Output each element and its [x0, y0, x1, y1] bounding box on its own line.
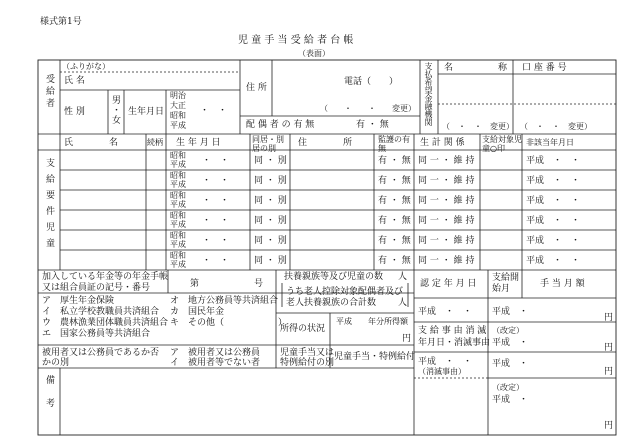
child-address-header: 住 所: [298, 138, 353, 148]
era-meiji: 明治: [170, 91, 186, 100]
bank-change: （ ・ ・ 変更）: [442, 122, 514, 131]
approval-date-value: 平成 ・ ・: [418, 307, 473, 317]
children-section-label: 支給要件児童: [44, 158, 54, 254]
revision-3-value: 平成 ・: [492, 395, 529, 405]
pension-item-e: エ 国家公務員等共済組合: [42, 329, 151, 339]
child-cohabit-value: 同 ・ 別: [254, 176, 287, 186]
child-disq-value: 平成 ・ ・: [526, 216, 581, 226]
furigana-label: （ふりがな）: [62, 62, 110, 71]
child-era-showa: 昭和: [170, 251, 186, 260]
pension-item-ki: キ その他（ ）: [170, 318, 288, 328]
extinct-reason-2: 年月日・消滅事由: [418, 338, 491, 348]
payment-section-label: 支払希望金融機関: [424, 62, 433, 126]
child-name-header: 氏 名: [64, 138, 119, 148]
child-custody-value: 有 ・ 無: [378, 196, 411, 206]
employee-label-1: 被用者又は公務員であるか否: [42, 348, 160, 358]
child-era-showa: 昭和: [170, 231, 186, 240]
child-disq-value: 平成 ・ ・: [526, 236, 581, 246]
child-livelihood-value: 同 一 ・ 維 持: [418, 256, 475, 266]
approval-date-header: 認 定 年 月 日: [420, 279, 477, 289]
bank-name-header: 名 称: [444, 63, 508, 73]
child-custody-value: 有 ・ 無: [378, 256, 411, 266]
child-birth-dots: ・ ・: [202, 196, 230, 206]
child-era-showa: 昭和: [170, 151, 186, 160]
revision-3: （改定）: [492, 383, 524, 392]
child-cohabit-value: 同 ・ 別: [254, 256, 287, 266]
special-label-1: 児童手当又は: [280, 348, 335, 358]
form-subtitle: （表面）: [298, 49, 330, 58]
child-era-heisei: 平成: [170, 240, 186, 249]
child-disq-value: 平成 ・ ・: [526, 176, 581, 186]
gender-label: 性 別: [64, 107, 85, 117]
era-showa: 昭和: [170, 111, 186, 120]
pension-item-o: オ 地方公務員等共済組合: [170, 296, 279, 306]
child-cohabit-value: 同 ・ 別: [254, 216, 287, 226]
special-value[interactable]: 児童手当・特例給付: [334, 352, 416, 362]
address-change: （ ・ ・ 変更）: [320, 104, 416, 113]
employee-option-a[interactable]: ア 被用者又は公務員: [170, 348, 261, 358]
start-month-header: 支給開始月: [492, 273, 520, 294]
income-yen: 円: [402, 334, 412, 344]
dependents-sub-2: 老人扶養親族の合計数: [286, 298, 377, 308]
child-disq-value: 平成 ・ ・: [526, 256, 581, 266]
dependents-sub-1: うち老人控除対象配偶者及び: [286, 287, 404, 297]
child-target-header: 支給対象児童○印: [482, 135, 522, 153]
extinct-reason-1: 支 給 事 由 消 滅: [418, 326, 487, 336]
era-heisei: 平成: [170, 121, 186, 130]
child-cohabit-value: 同 ・ 別: [254, 196, 287, 206]
child-livelihood-value: 同 一 ・ 維 持: [418, 216, 475, 226]
child-custody-value: 有 ・ 無: [378, 176, 411, 186]
pension-label-2: 又は組合員証の記号・番号: [42, 283, 151, 293]
child-era-heisei: 平成: [170, 160, 186, 169]
birth-label: 生年月日: [128, 107, 165, 117]
child-era-showa: 昭和: [170, 211, 186, 220]
gender-male[interactable]: 男: [112, 96, 122, 106]
child-livelihood-value: 同 一 ・ 維 持: [418, 176, 475, 186]
child-custody-value: 有 ・ 無: [378, 156, 411, 166]
child-birth-dots: ・ ・: [202, 216, 230, 226]
child-cohabit-value: 同 ・ 別: [254, 236, 287, 246]
pension-item-a: ア 厚生年金保険: [42, 296, 115, 306]
employee-option-i[interactable]: イ 被用者等でない者: [170, 358, 261, 368]
child-relation-header: 続柄: [147, 138, 163, 147]
dependents-unit-2: 人: [398, 298, 408, 308]
gender-female[interactable]: 女: [112, 116, 122, 126]
child-era-heisei: 平成: [170, 260, 186, 269]
extinct-reason-label: （消滅事由）: [418, 367, 466, 376]
address-label: 住 所: [246, 83, 267, 93]
child-cohabit-header: 同居・別居の別: [252, 135, 284, 153]
notes-label: 備考: [44, 375, 54, 421]
child-custody-value: 有 ・ 無: [378, 216, 411, 226]
recipient-section-label: 受給者: [44, 74, 54, 110]
child-cohabit-value: 同 ・ 別: [254, 156, 287, 166]
income-label: 所得の状況: [280, 324, 326, 334]
revision-1: （改定）: [492, 326, 524, 335]
birth-date-dots: ・ ・: [200, 106, 228, 116]
child-birth-dots: ・ ・: [202, 236, 230, 246]
child-era-showa: 昭和: [170, 191, 186, 200]
monthly-yen-1: 円: [604, 313, 614, 323]
employee-label-2: かの別: [42, 358, 70, 368]
revision-2-value: 平成 ・: [492, 359, 529, 369]
special-label-2: 特例給付の別: [280, 358, 335, 368]
income-year: 平成 年分所得額: [336, 317, 408, 326]
extinct-date: 平成 ・ ・: [418, 357, 473, 367]
dependents-label: 扶養親族等及び児童の数: [284, 272, 384, 282]
child-disq-value: 平成 ・ ・: [526, 156, 581, 166]
monthly-yen-2: 円: [604, 343, 614, 353]
spouse-value[interactable]: 有 ・ 無: [356, 120, 389, 130]
child-birth-dots: ・ ・: [202, 176, 230, 186]
monthly-yen-3: 円: [604, 367, 614, 377]
revision-1-value: 平成 ・: [492, 338, 529, 348]
form-title: 児 童 手 当 受 給 者 台 帳: [238, 35, 354, 46]
child-era-showa: 昭和: [170, 171, 186, 180]
pension-dai: 第: [190, 279, 200, 289]
start-month-value: 平成 ・: [492, 307, 529, 317]
pension-item-i: イ 私立学校教職員共済組合: [42, 307, 160, 317]
child-custody-value: 有 ・ 無: [378, 236, 411, 246]
form-number: 様式第1号: [40, 17, 82, 27]
monthly-yen-4: 円: [604, 421, 614, 431]
child-disq-header: 非該当年月日: [526, 138, 574, 147]
child-livelihood-header: 生 計 関 係: [420, 138, 465, 148]
child-custody-header: 監護の有無: [378, 135, 410, 153]
child-birth-dots: ・ ・: [202, 156, 230, 166]
child-birth-header: 生 年 月 日: [176, 138, 221, 148]
child-era-heisei: 平成: [170, 200, 186, 209]
spouse-label: 配 偶 者 の 有 無: [246, 120, 315, 130]
dependents-unit: 人: [398, 272, 408, 282]
child-era-heisei: 平成: [170, 180, 186, 189]
pension-item-ka: カ 国民年金: [170, 307, 225, 317]
child-livelihood-value: 同 一 ・ 維 持: [418, 156, 475, 166]
child-livelihood-value: 同 一 ・ 維 持: [418, 236, 475, 246]
era-taisho: 大正: [170, 101, 186, 110]
name-label: 氏 名: [64, 76, 85, 86]
child-era-heisei: 平成: [170, 220, 186, 229]
phone-label: 電話（ ）: [344, 77, 399, 87]
monthly-amount-header: 手 当 月 額: [540, 279, 585, 289]
child-disq-value: 平成 ・ ・: [526, 196, 581, 206]
account-change: （ ・ ・ 変更）: [520, 122, 592, 131]
pension-item-u: ウ 農林漁業団体職員共済組合: [42, 318, 169, 328]
child-livelihood-value: 同 一 ・ 維 持: [418, 196, 475, 206]
pension-go: 号: [254, 279, 264, 289]
child-birth-dots: ・ ・: [202, 256, 230, 266]
pension-label-1: 加入している年金等の年金手帳: [42, 272, 169, 282]
gender-sep: ・: [112, 106, 122, 116]
account-number-header: 口 座 番 号: [522, 63, 567, 73]
